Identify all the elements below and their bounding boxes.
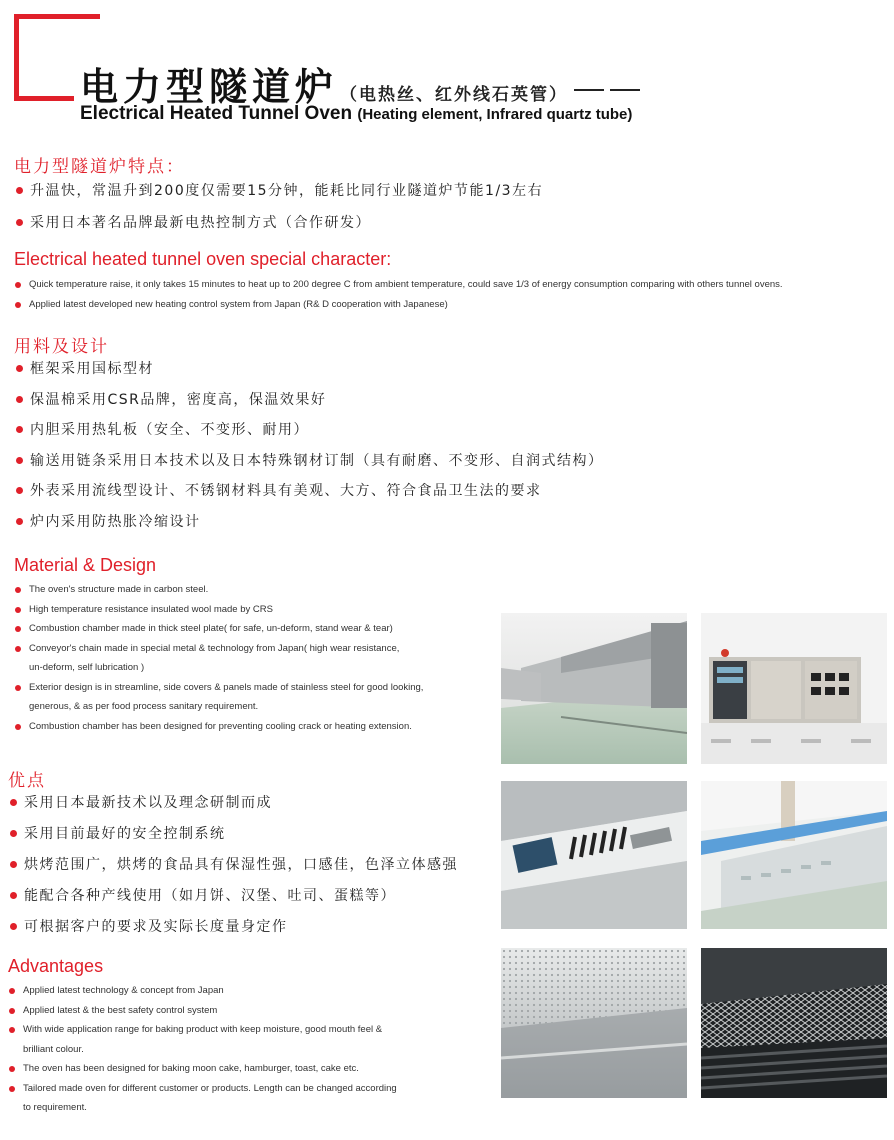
photo-chain-tensioner: [501, 781, 687, 929]
photo-mesh-belt: [701, 948, 887, 1098]
logo-bracket-bottom: [14, 96, 74, 101]
list-item: Applied latest & the best safety control system: [8, 1001, 397, 1021]
features-en-heading: Electrical heated tunnel oven special character:: [14, 249, 392, 269]
photo-control-panel: [701, 613, 887, 764]
features-cn-list: [14, 180, 543, 244]
list-item: Combustion chamber has been designed for preventing cooling crack or heating extension.: [14, 717, 423, 737]
list-item: 能配合各种产线使用（如月饼、汉堡、吐司、蛋糕等）: [8, 885, 458, 916]
title-dash: [574, 89, 604, 91]
list-item: 炉内采用防热胀冷缩设计: [14, 511, 604, 542]
list-item: 可根据客户的要求及实际长度量身定作: [8, 916, 458, 947]
list-item: The oven's structure made in carbon steel.: [14, 580, 423, 600]
title-dash: [610, 89, 640, 91]
advantages-en-heading: Advantages: [8, 956, 104, 976]
list-item: Combustion chamber made in thick steel plate( for safe, un-deform, stand wear & tear): [14, 619, 423, 639]
list-item: 升温快，常温升到200度仅需要15分钟，能耗比同行业隧道炉节能1/3左右: [14, 180, 543, 212]
list-item: 采用目前最好的安全控制系统: [8, 823, 458, 854]
list-item: 保温棉采用CSR品牌，密度高，保温效果好: [14, 389, 604, 420]
features-en-list: [14, 275, 783, 314]
advantages-cn-heading: 优点: [8, 771, 46, 791]
material-cn-heading: 用料及设计: [14, 337, 109, 357]
material-en-list: [14, 580, 423, 736]
list-item: The oven has been designed for baking moon cake, hamburger, toast, cake etc.: [8, 1059, 397, 1079]
photo-tunnel-oven-line: [501, 613, 687, 764]
list-item: 输送用链条采用日本技术以及日本特殊钢材订制（具有耐磨、不变形、自润式结构）: [14, 450, 604, 481]
list-item: Conveyor's chain made in special metal & technology from Japan( high wear resistance, un-deform, self lubrication ): [14, 639, 423, 678]
list-item: Exterior design is in streamline, side covers & panels made of stainless steel for good looking, generous, & as per food process sanitary requirement.: [14, 678, 423, 717]
list-item: 采用日本著名品牌最新电热控制方式（合作研发）: [14, 212, 543, 244]
list-item: 框架采用国标型材: [14, 358, 604, 389]
list-item: Applied latest developed new heating control system from Japan (R& D cooperation with Japanese): [14, 295, 783, 315]
material-cn-list: [14, 358, 604, 541]
material-en-heading: Material & Design: [14, 555, 157, 575]
list-item: 外表采用流线型设计、不锈钢材料具有美观、大方、符合食品卫生法的要求: [14, 480, 604, 511]
list-item: High temperature resistance insulated wool made by CRS: [14, 600, 423, 620]
title-cn-sub: （电热丝、红外线石英管）: [340, 85, 569, 105]
features-cn-heading: 电力型隧道炉特点：: [14, 157, 185, 177]
list-item: Tailored made oven for different customer or products. Length can be changed according to requirement.: [8, 1079, 397, 1118]
advantages-cn-list: [8, 792, 458, 947]
list-item: With wide application range for baking product with keep moisture, good mouth feel & brilliant colour.: [8, 1020, 397, 1059]
photo-factory-installation: [701, 781, 887, 929]
list-item: Applied latest technology & concept from Japan: [8, 981, 397, 1001]
photo-oven-interior: [501, 948, 687, 1098]
list-item: 采用日本最新技术以及理念研制而成: [8, 792, 458, 823]
title-cn-main: 电力型隧道炉: [80, 65, 339, 109]
page-title-en: [80, 103, 632, 125]
title-en-sub: (Heating element, Infrared quartz tube): [357, 106, 633, 123]
list-item: 烘烤范围广，烘烤的食品具有保湿性强，口感佳，色泽立体感强: [8, 854, 458, 885]
title-en-main: Electrical Heated Tunnel Oven: [80, 103, 353, 124]
advantages-en-list: [8, 981, 397, 1118]
list-item: 内胆采用热轧板（安全、不变形、耐用）: [14, 419, 604, 450]
list-item: Quick temperature raise, it only takes 15 minutes to heat up to 200 degree C from ambient temperature, could save 1/3 of energy consumption comparing with others tunnel ovens.: [14, 275, 783, 295]
